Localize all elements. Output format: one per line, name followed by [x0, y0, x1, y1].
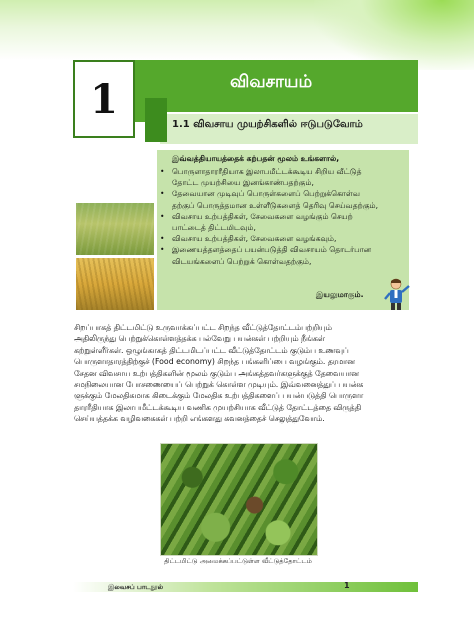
page-number: 1	[344, 581, 350, 590]
teacher-illustration	[381, 277, 411, 311]
section-title: 1.1 விவசாய முயற்சிகளில் ஈடுபடுவோம்	[172, 119, 363, 130]
footer-label: இலவசப் பாடநூல்	[108, 583, 164, 591]
list-item: • விவசாய உற்பத்திகள், சேவைகளை வழங்கும் செயற் பாட்டைத் திட்டமிடவும்,	[160, 211, 406, 233]
list-item: • விவசாய உற்பத்திகள், சேவைகளை வழங்கவும்,	[160, 233, 406, 244]
body-paragraph: சிறப்பாகத் திட்டமிட்டு உருவாக்கப்பட்ட சிறந்த வீட்டுத்தோட்டம்பற்றியும் அதிலிருந்து பெற்றுக்கொள்ளத்தக்க பல்வேறு பயன்கள் பற்றியும் நீங்கள் கற்றுள்ளீர்கள். ஒழுங்காகத் திட்டமிடப்பட்ட வீட்டுத்தோட்டம் குடும்ப உணவுப் பொருளாதாரத்திற்குச் (Food economy) சிறந்த பங்களிப்பை வழங்கும். தரமான சேதன விவசாய உற்பத்திகளின் மூலம் குடும்ப அங்கத்தவர்களுக்குத் தேவையான சமநிலையான போசணையைப் பெற்றுக் கொள்ள முடியும். இவ்வனைத்துப் பயன்க ளுக்கும் மேலதிகமாக கிடைக்கும் மேலதிக உற்பத்திகளைப் பயன்படுத்தி பொருளா தாரரீதியாக இலாபமீட்டக்கூடிய வணிக முயற்சியாக வீட்டுத் தோட்டத்தை விருத்தி செய்யத்தக்க வழிவகைகள் பற்றி எங்களது கவனத்தைச் செலுத்துவோம்.	[74, 323, 364, 424]
learning-outcomes-closing: இயலுமாகும்.	[316, 290, 364, 299]
decorative-strip	[145, 98, 167, 142]
rice-field-photo	[76, 203, 154, 255]
learning-outcomes-list	[160, 166, 406, 267]
list-item: • இணையத்தளத்தைப் பயன்படுத்தி விவசாயம் தொடர்பான விடயங்களைப் பெற்றுக் கொள்வதற்கும்,	[160, 244, 406, 266]
chapter-title: விவசாயம்	[230, 72, 313, 92]
chapter-number: 1	[90, 75, 118, 123]
figure-caption: திட்டமிட்டு அமைக்கப்பட்டுள்ள வீட்டுத்தோட்டம்	[164, 557, 312, 565]
list-item: • பொருளாதாரரீதியாக இலாபமீட்டக்கூடிய சிறிய வீட்டுத் தோட்ட முயற்சியை இனங்காண்பதற்கும்,	[160, 166, 406, 188]
list-item: • தேவையான முடிவுப் பொருள்களைப் பெற்றுக்கொள்வ தற்குப் பொருத்தமான உள்ளீடுகளைத் தெரிவு செய்வதற்கும்,	[160, 188, 406, 210]
learning-outcomes-intro: இவ்வத்தியாயத்தைக் கற்பதன் மூலம் உங்களால்,	[172, 154, 340, 163]
paddy-grain-photo	[76, 258, 154, 310]
chapter-number-box	[73, 60, 135, 138]
home-garden-photo	[160, 443, 318, 556]
